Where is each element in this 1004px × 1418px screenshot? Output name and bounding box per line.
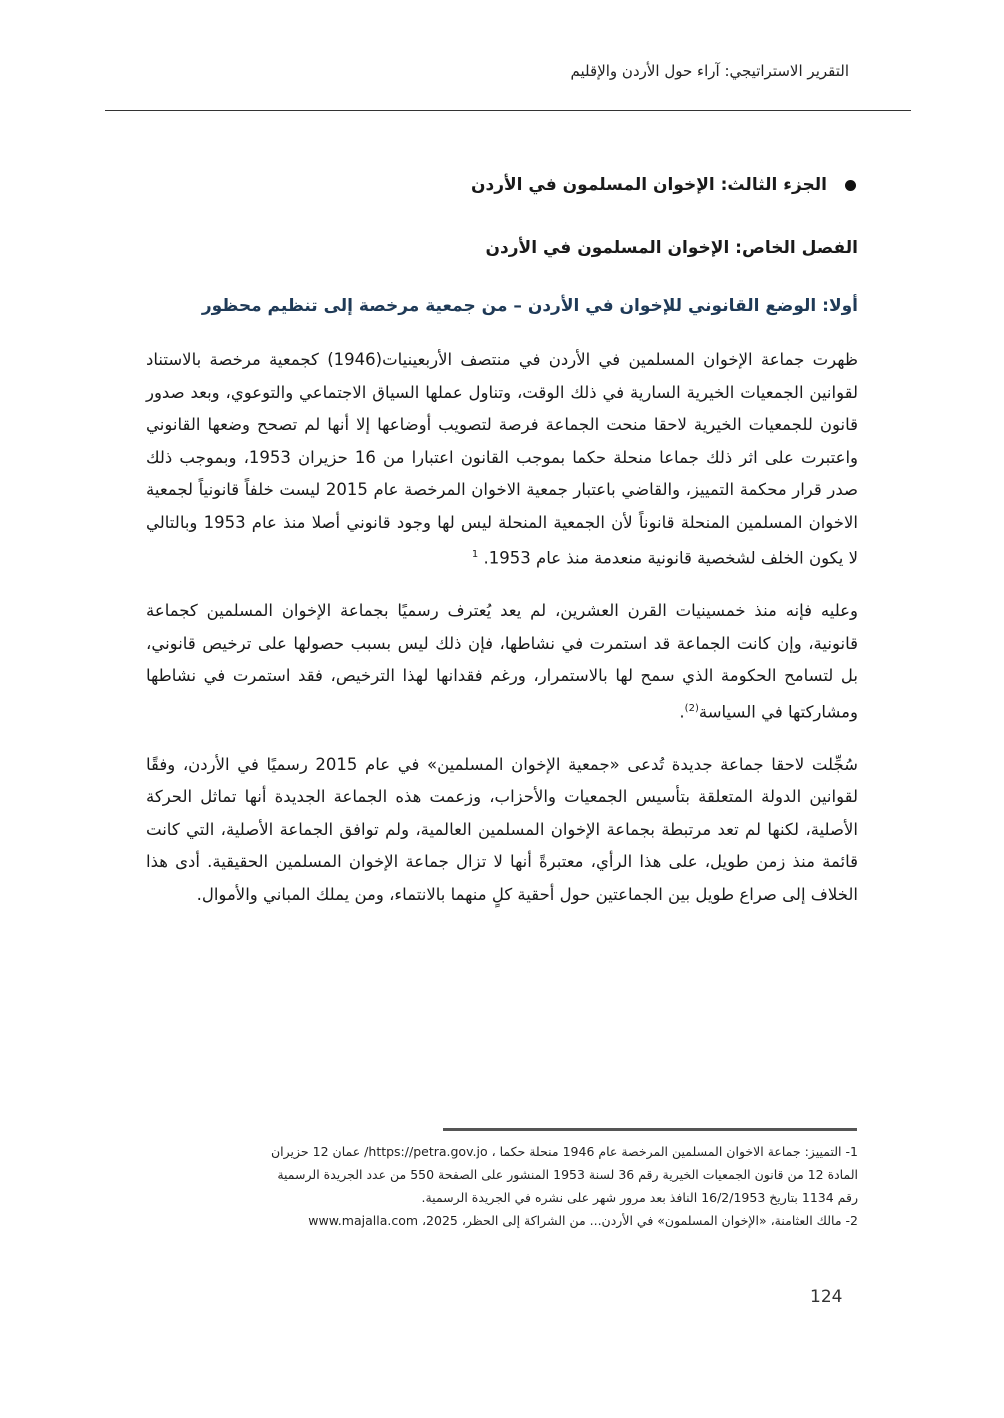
paragraph-2-tail: . xyxy=(679,702,685,721)
paragraph-3: سُجِّلت لاحقا جماعة جديدة تُدعى «جمعية الإخوان المسلمين» في عام 2015 رسميًا في الأردن، وفقًا لقوانين الدولة المتعلقة بتأسيس الجمعيات والأحزاب، وزعمت هذه الجماعة الجديدة أنها تماثل الحركة الأصلية، لكنها لم تعد مرتبطة بجماعة الإخوان المسلمين العالمية، ولم توافق الجماعة الأصلية، التي كانت قائمة منذ زمن طويل، على هذا الرأي، معتبرةً أنها لا تزال جماعة الإخوان المسلمين الحقيقية. أدى هذا الخلاف إلى صراع طويل بين الجماعتين حول أحقية كلٍ منهما بالانتماء، ومن يملك المباني والأموال. xyxy=(146,754,858,904)
paragraph-1 xyxy=(146,344,858,575)
chapter-heading: الفصل الخاص: الإخوان المسلمون في الأردن xyxy=(485,238,858,258)
main-content xyxy=(146,170,858,931)
footnote-1-line-1: التمييز: جماعة الاخوان المسلمين المرخصة عام 1946 منحلة حكما ، https://petra.gov.jo/ عمان 12 حزيران xyxy=(271,1144,842,1159)
section-heading: أولا: الوضع القانوني للإخوان في الأردن – من جمعية مرخصة إلى تنظيم محظور xyxy=(201,296,858,316)
footnote-2-number: 2- xyxy=(845,1213,858,1228)
footnote-2-line-1: مالك العثامنة، «الإخوان المسلمون» في الأردن... من الشراكة إلى الحظر، 2025، www.majalla.com xyxy=(308,1213,842,1228)
header-divider xyxy=(105,110,911,111)
footnote-1-number: 1- xyxy=(845,1144,858,1159)
paragraph-2 xyxy=(146,595,858,729)
footnote-1-line-3: رقم 1134 بتاريخ 16/2/1953 النافذ بعد مرور شهر على نشره في الجريدة الرسمية. xyxy=(421,1190,858,1205)
footnote-1-line-2: المادة 12 من قانون الجمعيات الخيرية رقم 36 لسنة 1953 المنشور على الصفحة 550 من عدد الجريدة الرسمية xyxy=(277,1167,858,1182)
bullet-icon xyxy=(845,180,856,191)
page-number: 124 xyxy=(810,1287,843,1307)
footnote-2 xyxy=(146,1209,858,1232)
running-header: التقرير الاستراتيجي: آراء حول الأردن والإقليم xyxy=(570,62,849,80)
part-heading-text: الجزء الثالث: الإخوان المسلمون في الأردن xyxy=(470,175,827,195)
part-heading xyxy=(146,170,858,200)
footnotes xyxy=(146,1140,858,1232)
footnote-ref-1[interactable]: 1 xyxy=(471,549,479,560)
paragraph-2-text: وعليه فإنه منذ خمسينيات القرن العشرين، لم يعد يُعترف رسميًا بجماعة الإخوان المسلمين كجماعة قانونية، وإن كانت الجماعة قد استمرت في نشاطها، فإن ذلك ليس بسبب حصولها على ترخيص قانوني، بل لتسامح الحكومة الذي سمح لها بالاستمرار، ورغم فقدانها لهذا الترخيص، فقد استمرت في نشاطها ومشاركتها في السياسة xyxy=(146,601,858,721)
footnote-divider xyxy=(443,1128,857,1131)
paragraph-1-text: ظهرت جماعة الإخوان المسلمين في الأردن في منتصف الأربعينيات(1946) كجمعية مرخصة بالاستناد لقوانين الجمعيات الخيرية السارية في ذلك الوقت، وتناول عملها السياق الاجتماعي والتوعوي، وبعد صدور قانون للجمعيات الخيرية لاحقا منحت الجماعة فرصة لتصويب أوضاعها إلا أنها لم تصحح وضعها القانوني واعتبرت على اثر ذلك جماعا منحلة حكما بموجب القانون اعتبارا من 16 حزيران 1953، وبموجب ذلك صدر قرار محكمة التمييز، والقاضي باعتبار جمعية الاخوان المرخصة عام 2015 ليست خلفاً قانونياً لجمعية الاخوان المسلمين المنحلة قانوناً لأن الجمعية المنحلة ليس لها وجود قانوني أصلا منذ عام 1953 وبالتالي لا يكون الخلف لشخصية قانونية منعدمة منذ عام 1953. xyxy=(146,350,859,568)
footnote-1 xyxy=(146,1140,858,1209)
footnote-ref-2[interactable]: (2) xyxy=(684,702,699,714)
